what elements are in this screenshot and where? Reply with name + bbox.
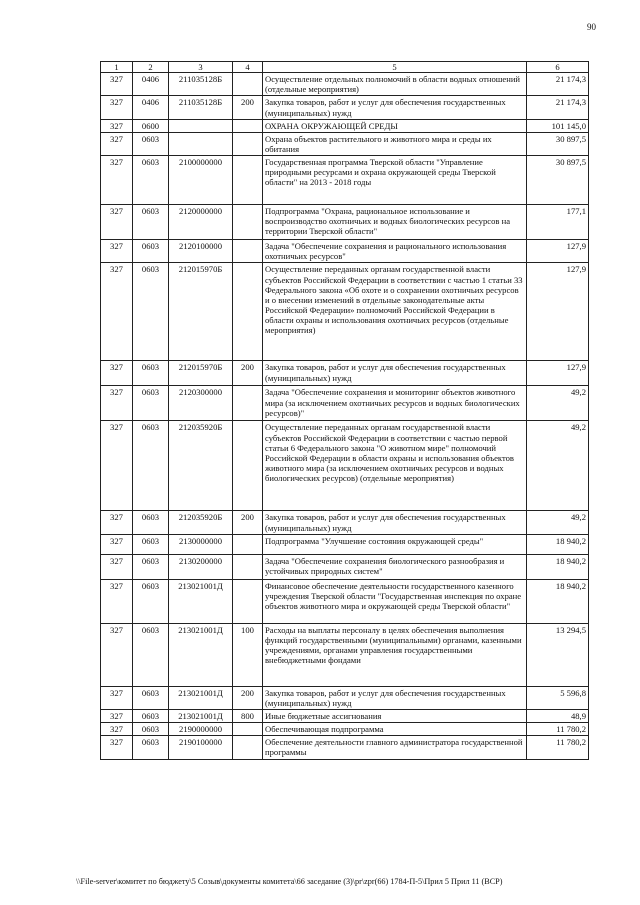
footer-file-path: \\File-server\комитет по бюджету\5 Созыв\документы комитета\66 заседание (3)\pr\zpr(66) 1784-П-5\Прил 5 Прил 11 (ВСР) — [76, 877, 503, 886]
table-cell-c2: 0603 — [133, 361, 169, 386]
table-cell-c6: 21 174,3 — [527, 73, 589, 96]
table-cell-c4 — [233, 579, 263, 623]
table-cell-c1: 327 — [101, 511, 133, 534]
table-cell-c3: 211035128Б — [169, 73, 233, 96]
table-cell-c5: Осуществление переданных органам государственной власти субъектов Российской Федерации в соответствии с частью первой статьи 6 Федерального закона "О животном мире" полномочий Российской Федерации в области охраны и использования объектов животного мира (за исключением охотничьих ресурсов и водных биологических ресурсов) (отдельные мероприятия) — [263, 421, 527, 511]
table-cell-c4: 200 — [233, 361, 263, 386]
table-cell-c2: 0603 — [133, 623, 169, 686]
table-cell-c2: 0406 — [133, 96, 169, 119]
table-row — [101, 709, 589, 722]
col-header-5: 5 — [263, 62, 527, 73]
table-cell-c2: 0600 — [133, 119, 169, 132]
table-cell-c3: 213021001Д — [169, 623, 233, 686]
table-cell-c2: 0603 — [133, 534, 169, 554]
table-cell-c3: 2190000000 — [169, 723, 233, 736]
table-row — [101, 205, 589, 240]
table-cell-c5: Расходы на выплаты персоналу в целях обеспечения выполнения функций государственными (муниципальными) органами, казенными учреждениями, органами управления государственными внебюджетными фондами — [263, 623, 527, 686]
table-cell-c6: 18 940,2 — [527, 554, 589, 579]
table-cell-c3: 211035128Б — [169, 96, 233, 119]
table-cell-c4: 200 — [233, 96, 263, 119]
table-cell-c4: 200 — [233, 686, 263, 709]
table-row — [101, 132, 589, 155]
table-cell-c1: 327 — [101, 686, 133, 709]
table-cell-c6: 18 940,2 — [527, 579, 589, 623]
table-cell-c1: 327 — [101, 132, 133, 155]
table-cell-c5: Осуществление отдельных полномочий в области водных отношений (отдельные мероприятия) — [263, 73, 527, 96]
table-cell-c6: 127,9 — [527, 361, 589, 386]
table-cell-c4 — [233, 263, 263, 361]
table-cell-c1: 327 — [101, 240, 133, 263]
table-row — [101, 263, 589, 361]
table-cell-c4 — [233, 386, 263, 421]
table-cell-c6: 127,9 — [527, 263, 589, 361]
table-cell-c5: Государственная программа Тверской области "Управление природными ресурсами и охрана окружающей среды Тверской области" на 2013 - 2018 годы — [263, 156, 527, 205]
table-cell-c2: 0603 — [133, 579, 169, 623]
table-cell-c1: 327 — [101, 263, 133, 361]
table-cell-c4 — [233, 132, 263, 155]
table-cell-c4: 800 — [233, 709, 263, 722]
table-cell-c6: 49,2 — [527, 421, 589, 511]
table-cell-c3: 2120000000 — [169, 205, 233, 240]
table-row — [101, 96, 589, 119]
table-cell-c2: 0603 — [133, 132, 169, 155]
table-cell-c3: 2130200000 — [169, 554, 233, 579]
table-cell-c1: 327 — [101, 534, 133, 554]
table-cell-c5: Подпрограмма "Улучшение состояния окружающей среды" — [263, 534, 527, 554]
table-row — [101, 119, 589, 132]
col-header-6: 6 — [527, 62, 589, 73]
table-cell-c5: Подпрограмма "Охрана, рациональное использование и воспроизводство охотничьих и водных биологических ресурсов на территории Тверской области" — [263, 205, 527, 240]
table-cell-c2: 0603 — [133, 240, 169, 263]
table-cell-c6: 11 780,2 — [527, 736, 589, 759]
table-cell-c2: 0603 — [133, 386, 169, 421]
page-number: 90 — [587, 22, 596, 32]
table-cell-c6: 21 174,3 — [527, 96, 589, 119]
table-row — [101, 511, 589, 534]
table-cell-c5: Задача "Обеспечение сохранения и рационального использования охотничьих ресурсов" — [263, 240, 527, 263]
table-cell-c6: 101 145,0 — [527, 119, 589, 132]
table-cell-c5: Задача "Обеспечение сохранения биологического разнообразия и устойчивых природных систем" — [263, 554, 527, 579]
table-cell-c2: 0603 — [133, 686, 169, 709]
budget-table — [100, 61, 589, 760]
table-cell-c6: 13 294,5 — [527, 623, 589, 686]
table-row — [101, 579, 589, 623]
table-cell-c2: 0603 — [133, 554, 169, 579]
table-cell-c6: 48,9 — [527, 709, 589, 722]
table-cell-c1: 327 — [101, 709, 133, 722]
table-cell-c4 — [233, 205, 263, 240]
table-cell-c4 — [233, 240, 263, 263]
table-cell-c1: 327 — [101, 421, 133, 511]
table-cell-c5: Финансовое обеспечение деятельности государственного казенного учреждения Тверской области "Государственная инспекция по охране объектов животного мира и окружающей среды Тверской области" — [263, 579, 527, 623]
table-cell-c4 — [233, 119, 263, 132]
table-row — [101, 534, 589, 554]
table-cell-c4 — [233, 554, 263, 579]
table-cell-c6: 30 897,5 — [527, 132, 589, 155]
col-header-1: 1 — [101, 62, 133, 73]
table-cell-c6: 127,9 — [527, 240, 589, 263]
table-cell-c2: 0406 — [133, 73, 169, 96]
table-row — [101, 240, 589, 263]
table-cell-c2: 0603 — [133, 723, 169, 736]
table-cell-c3: 2100000000 — [169, 156, 233, 205]
table-row — [101, 156, 589, 205]
table-cell-c6: 5 596,8 — [527, 686, 589, 709]
col-header-3: 3 — [169, 62, 233, 73]
table-cell-c5: Закупка товаров, работ и услуг для обеспечения государственных (муниципальных) нужд — [263, 511, 527, 534]
table-row — [101, 736, 589, 759]
table-cell-c4: 100 — [233, 623, 263, 686]
table-cell-c1: 327 — [101, 736, 133, 759]
table-cell-c5: Иные бюджетные ассигнования — [263, 709, 527, 722]
table-cell-c6: 177,1 — [527, 205, 589, 240]
table-cell-c3 — [169, 132, 233, 155]
table-cell-c3: 2120100000 — [169, 240, 233, 263]
table-cell-c4 — [233, 156, 263, 205]
table-cell-c1: 327 — [101, 361, 133, 386]
table-cell-c1: 327 — [101, 579, 133, 623]
table-cell-c3: 213021001Д — [169, 686, 233, 709]
table-cell-c1: 327 — [101, 723, 133, 736]
table-cell-c3: 212015970Б — [169, 361, 233, 386]
table-cell-c3: 2120300000 — [169, 386, 233, 421]
table-cell-c4 — [233, 723, 263, 736]
table-cell-c5: Задача "Обеспечение сохранения и мониторинг объектов животного мира (за исключением охотничьих ресурсов и водных биологических ресурсов)" — [263, 386, 527, 421]
table-row — [101, 554, 589, 579]
table-cell-c1: 327 — [101, 554, 133, 579]
table-cell-c6: 18 940,2 — [527, 534, 589, 554]
table-cell-c4: 200 — [233, 511, 263, 534]
table-body — [101, 73, 589, 759]
table-cell-c1: 327 — [101, 205, 133, 240]
table-cell-c1: 327 — [101, 73, 133, 96]
table-row — [101, 73, 589, 96]
table-cell-c2: 0603 — [133, 205, 169, 240]
table-cell-c4 — [233, 421, 263, 511]
table-cell-c1: 327 — [101, 96, 133, 119]
table-cell-c1: 327 — [101, 623, 133, 686]
table-cell-c3: 212015970Б — [169, 263, 233, 361]
col-header-4: 4 — [233, 62, 263, 73]
table-cell-c5: Обеспечивающая подпрограмма — [263, 723, 527, 736]
table-cell-c6: 30 897,5 — [527, 156, 589, 205]
table-row — [101, 361, 589, 386]
table-cell-c3: 213021001Д — [169, 709, 233, 722]
table-row — [101, 421, 589, 511]
table-cell-c3: 213021001Д — [169, 579, 233, 623]
table-cell-c1: 327 — [101, 386, 133, 421]
table-row — [101, 386, 589, 421]
table-cell-c5: Охрана объектов растительного и животного мира и среды их обитания — [263, 132, 527, 155]
table-cell-c3: 212035920Б — [169, 511, 233, 534]
table-cell-c4 — [233, 736, 263, 759]
table-cell-c6: 49,2 — [527, 511, 589, 534]
table-cell-c3: 2130000000 — [169, 534, 233, 554]
table-cell-c6: 11 780,2 — [527, 723, 589, 736]
table-row — [101, 686, 589, 709]
table-cell-c5: Обеспечение деятельности главного администратора государственной программы — [263, 736, 527, 759]
table-cell-c2: 0603 — [133, 156, 169, 205]
table-cell-c2: 0603 — [133, 263, 169, 361]
table-cell-c5: ОХРАНА ОКРУЖАЮЩЕЙ СРЕДЫ — [263, 119, 527, 132]
table-cell-c2: 0603 — [133, 421, 169, 511]
table-cell-c6: 49,2 — [527, 386, 589, 421]
table-cell-c3 — [169, 119, 233, 132]
table-cell-c4 — [233, 534, 263, 554]
table-row — [101, 723, 589, 736]
table-cell-c5: Закупка товаров, работ и услуг для обеспечения государственных (муниципальных) нужд — [263, 686, 527, 709]
table-cell-c3: 2190100000 — [169, 736, 233, 759]
table-cell-c3: 212035920Б — [169, 421, 233, 511]
table-cell-c1: 327 — [101, 156, 133, 205]
table-cell-c4 — [233, 73, 263, 96]
table-cell-c5: Закупка товаров, работ и услуг для обеспечения государственных (муниципальных) нужд — [263, 96, 527, 119]
table-cell-c1: 327 — [101, 119, 133, 132]
table-cell-c2: 0603 — [133, 709, 169, 722]
table-cell-c2: 0603 — [133, 511, 169, 534]
table-cell-c2: 0603 — [133, 736, 169, 759]
table-row — [101, 623, 589, 686]
table-header-row — [101, 62, 589, 73]
table-cell-c5: Осуществление переданных органам государственной власти субъектов Российской Федерации в соответствии с частью 1 статьи 33 Федерального закона «Об охоте и о сохранении охотничьих ресурсов и о внесении изменений в отдельные законодательные акты Российской Федерации» полномочий Российской Федерации в области охраны и использования охотничьих ресурсов (отдельные мероприятия) — [263, 263, 527, 361]
col-header-2: 2 — [133, 62, 169, 73]
table-cell-c5: Закупка товаров, работ и услуг для обеспечения государственных (муниципальных) нужд — [263, 361, 527, 386]
